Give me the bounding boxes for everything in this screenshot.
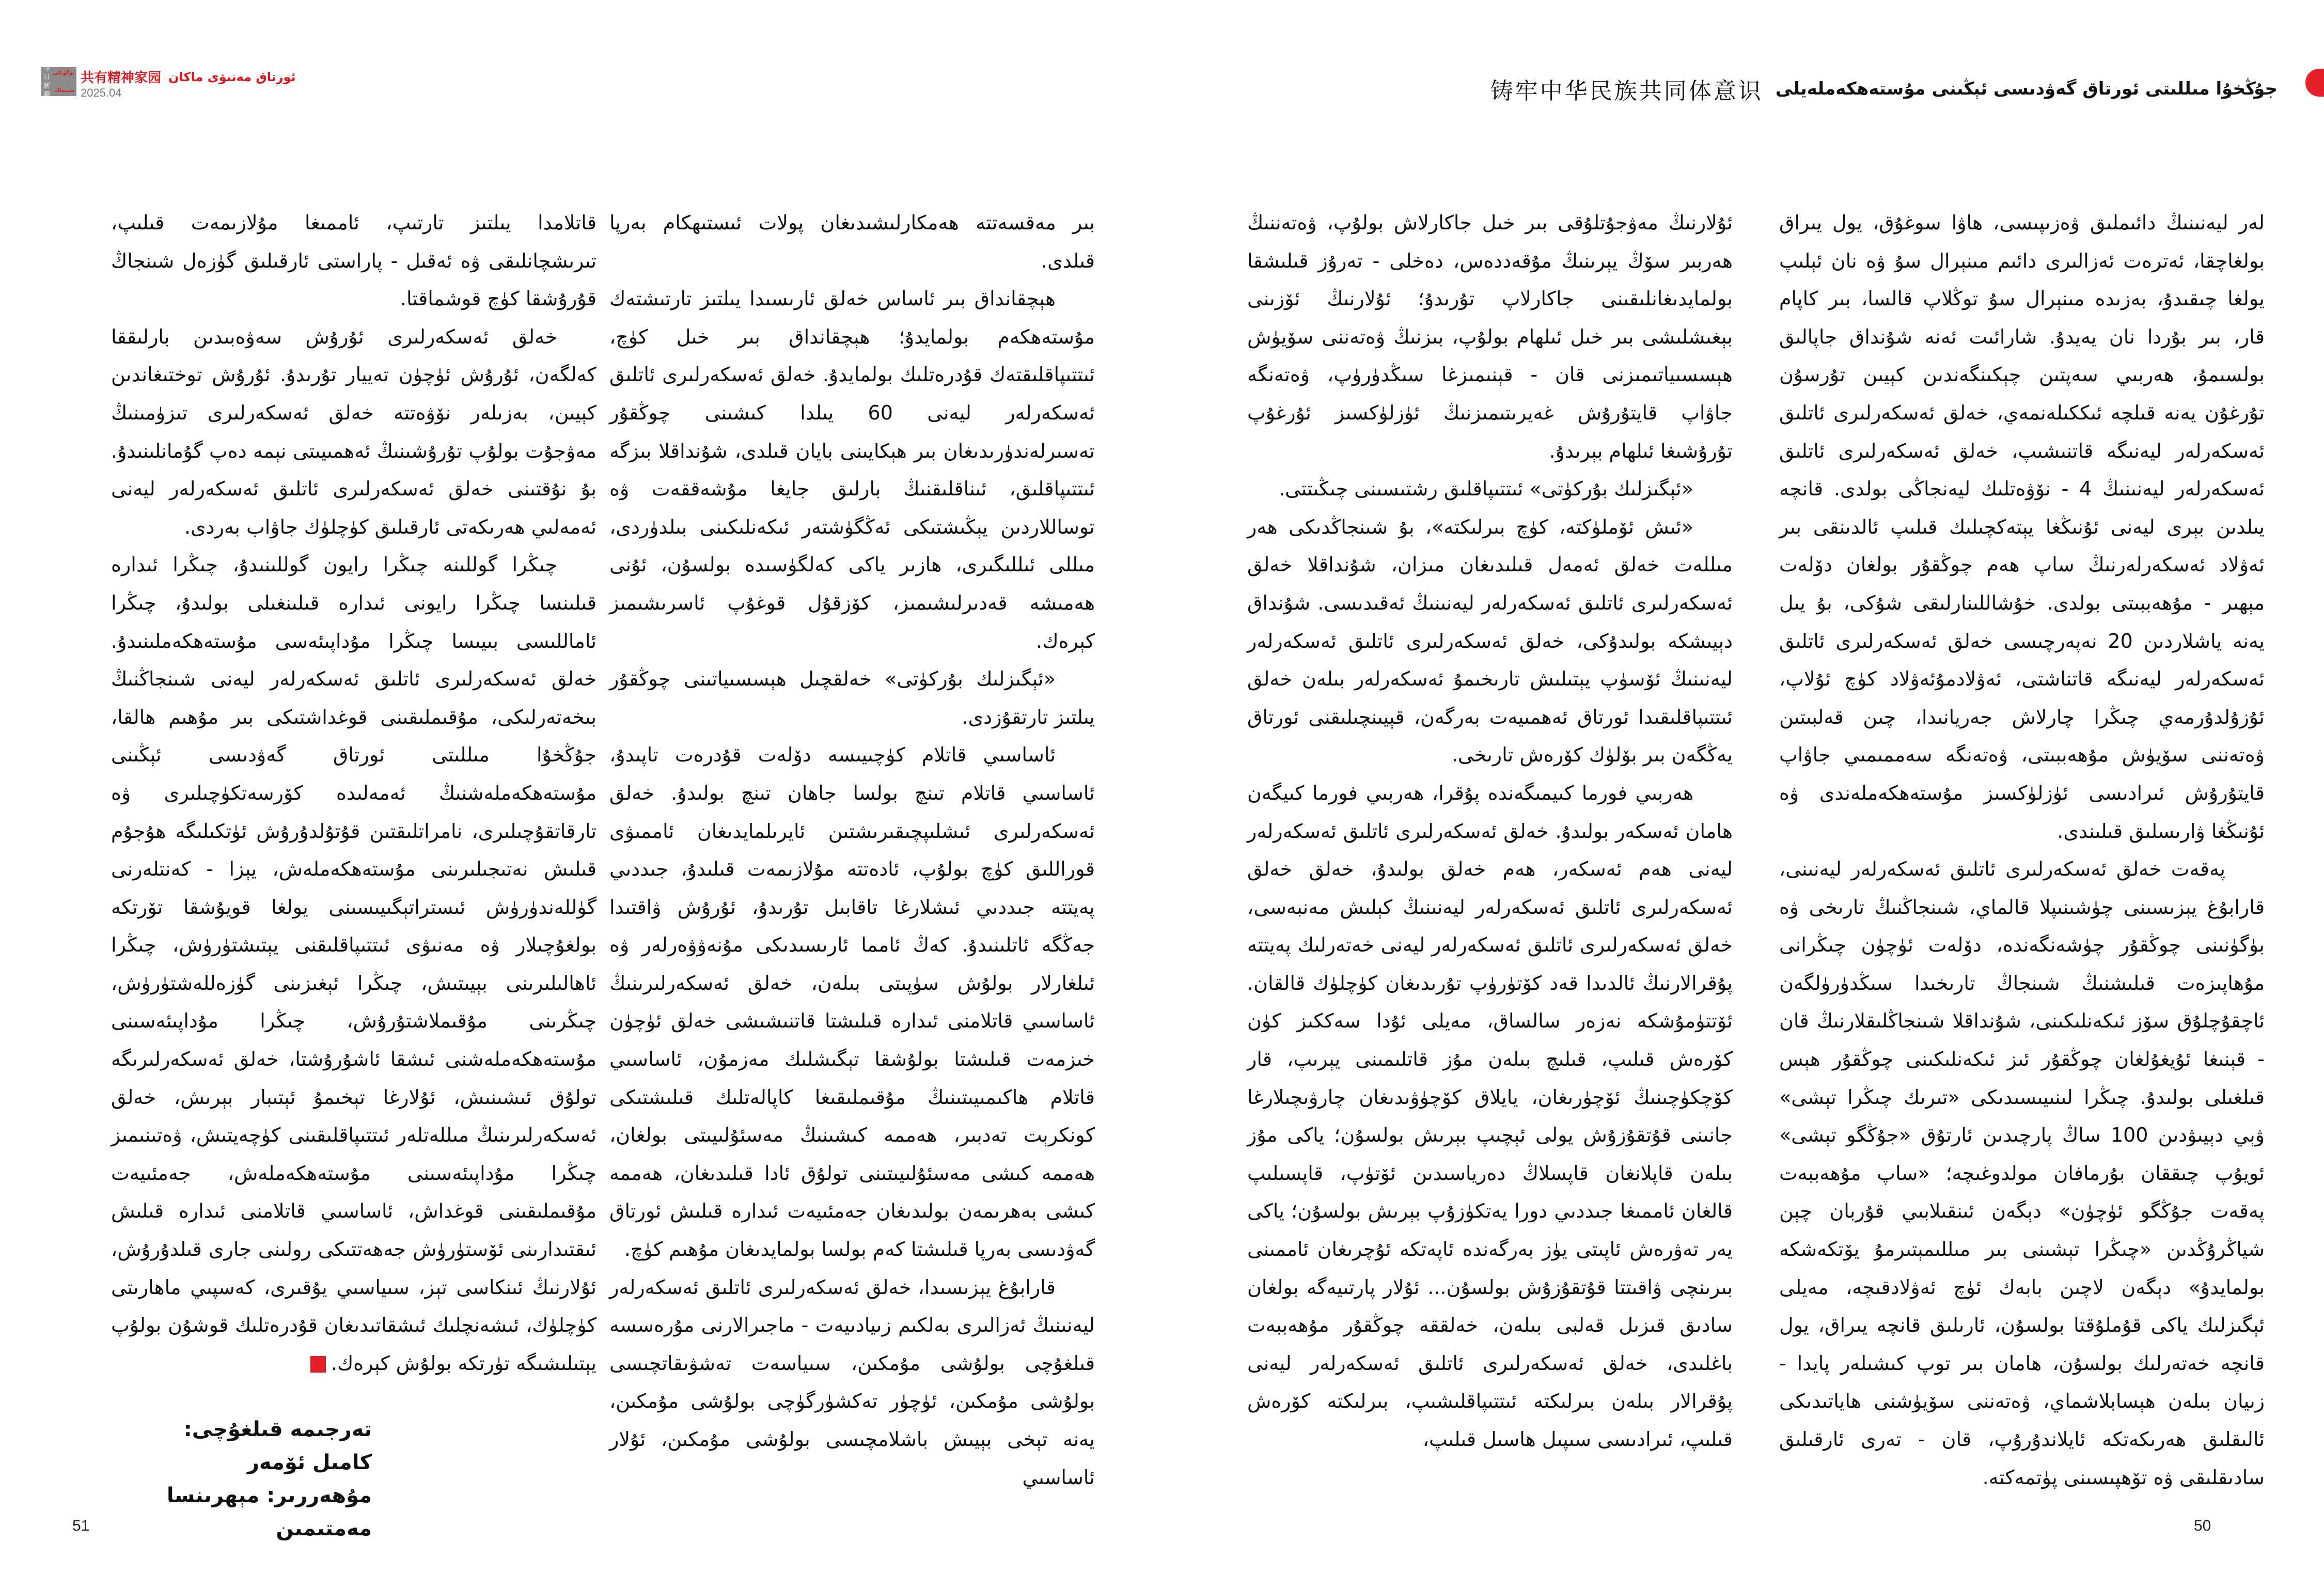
subheading: «ئېگىزلىك بۇركۈتى» خەلقچىل ھېسسىياتىنى چوڭقۇر يىلتىز تارتقۇزدى.	[609, 667, 1095, 728]
section-tab-marker	[2305, 69, 2324, 97]
translator-credit: تەرجىمە قىلغۇچى: كامىل ئۆمەر	[183, 1418, 372, 1474]
text-column-4	[1779, 204, 2265, 1497]
running-title-cn: 铸牢中华民族共同体意识	[1490, 78, 1763, 104]
editor-credit: مۇھەررىر: مېھرىنسا مەمتىمىن	[166, 1484, 372, 1540]
paragraph: «ئىش ئۆملۈكتە، كۈچ بىرلىكتە»، بۇ شىنجاڭدىكى ھەر مىللەت خەلق ئەمەل قىلىدىغان مىزان، شۇنداقلا خەلق ئەسكەرلىرى ئاتلىق ئەسكەرلەر ليەنىنىڭ ئەقىدىسى. شۇنداق دېيىشكە بولىدۇكى، خەلق ئەسكەرلىرى ئاتلىق ئەسكەرلەر ليەنىنىڭ ئۆسۈپ يېتىلىش تارىخىمۇ ئەسكەرلەر بىلەن خەلق ئىتتىپاقلىقىدا ئورتاق ئەھمىيەت بەرگەن، قېيىنچىلىقنى ئورتاق يەڭگەن بىر بۆلۈك كۆرەش تارىخى.	[1247, 515, 1733, 767]
magazine-logo	[41, 65, 76, 99]
subheading: «ئېگىزلىك بۇركۈتى» ئىتتىپاقلىق رشتىسىنى چىڭىتتى.	[1279, 477, 1693, 501]
paragraph-text: چىڭرا گوللىنە چىڭرا رايون گوللىنىدۇ، چىڭرا ئىدارە قىلىنسا چىڭرا رايونى ئىدارە قىلىنغىلى بولىدۇ، چىڭرا ئاماللىسى بىيىسا چىڭرا مۇداپىئەسى مۇستەھكەملىنىدۇ. خەلق ئەسكەرلىرى ئاتلىق ئەسكەرلەر ليەنى شىنجاڭنىڭ بىخەتەرلىكى، مۇقىملىقىنى قوغداشتىكى بىر مۇھىم ھالقا، جۇڭخۇا مىللىتى ئورتاق گەۋدىسى ئېڭىنى مۇستەھكەملەشنىڭ ئەمەلىدە كۆرسەتكۈچىلىرى ۋە تارقاتقۇچىلىرى، نامراتلىقتىن قۇتۇلدۇرۇش ئۈتكىلىگە ھۇجۇم قىلىش نەتىجىلىرىنى مۇستەھكەملەش، يېزا - كەنتلەرنى گۈللەندۈرۈش ئىستراتېگىيىسىنى يولغا قويۇشقا تۆرتكە بولغۇچىلار ۋە مەنىۋى ئىتتىپاقلىقنى يېتىشتۈرۈش، چىڭرا ئاھالىلىرىنى بېيىتىش، چىڭرا ئېغىزىنى گۈزەللەشتۈرۈش، چىڭرىنى مۇقىملاشتۇرۇش، چىڭرا مۇداپىئەسىنى مۇستەھكەملەشنى ئىشقا ئاشۇرۇشتا، خەلق ئەسكەرلىرىگە تولۇق ئىشىنىش، ئۇلارغا تېخىمۇ ئېتىبار بېرىش، خەلق ئەسكەرلىرىنىڭ مىللەتلەر ئىتتىپاقلىقىنى كۈچەيتىش، ۋەتىنىمىز چىڭرا مۇداپىئەسىنى مۇستەھكەملەش، جەمئىيەت مۇقىملىقىنى قوغداش، ئاساسىي قاتلامنى ئىدارە قىلىش ئىقتىدارىنى ئۆستۈرۈش جەھەتتىكى رولىنى جارى قىلدۇرۇش، ئۇلارنىڭ ئىنكاسى تېز، سىياسىي يۇقىرى، كەسپىي ماھارىتى كۈچلۈك، ئىشەنچلىك ئىشقاتىدىغان قۇدرەتلىك قوشۇن بولۇپ يېتىلىشىگە تۈرتكە بولۇش كېرەك.	[111, 553, 596, 1375]
section-header	[41, 67, 296, 100]
page-number-right: 50	[2194, 1517, 2211, 1534]
paragraph: ئاساسىي قاتلام كۈچىيىسە دۆلەت قۇدرەت تاپىدۇ، ئاساسىي قاتلام تىنچ بولسا جاھان تىنچ بولىدۇ. خەلق ئەسكەرلىرى ئىشلىپچىقىرىشتىن ئايرىلمايدىغان ئاممىۋى قوراللىق كۈچ بولۇپ، ئادەتتە مۇلازىمەت قىلىدۇ، جىددىي پەيتتە جىددىي ئىشلارغا تاقابىل تۇرىدۇ، ئۇرۇش ۋاقتىدا جەڭگە ئاتلىنىدۇ. كەڭ ئامما ئارىسىدىكى مۇنەۋۋەرلەر ۋە ئىلغارلار بولۇش سۈپىتى بىلەن، خەلق ئەسكەرلىرىنىڭ ئاساسىي قاتلامنى ئىدارە قىلىشتا قاتنىشىشى خەلق ئۈچۈن خىزمەت قىلىشتا بولۇشقا تېگىشلىك مەزمۇن، ئاساسىي قاتلام ھاكىمىيىتىنىڭ مۇقىملىقىغا كاپالەتلىك قىلىشتىكى كونكرېت تەدبىر، ھەممە كىشىنىڭ مەسئۇلىيىتى بولغان، ھەممە كىشى مەسئۇلىيىتىنى تولۇق ئادا قىلىدىغان، ھەممە كىشى بەھرىمەن بولىدىغان جەمئىيەت ئىدارە قىلىش ئورتاق گەۋدىسى بەرپا قىلىشتا كەم بولسا بولمايدىغان مۇھىم كۈچ.	[609, 743, 1095, 1261]
logo-cn-line2: 新疆	[43, 82, 51, 99]
paragraph: ھېچقانداق بىر ئاساس خەلق ئارىسىدا يىلتىز تارتىشتەك مۇستەھكەم بولمايدۇ؛ ھېچقانداق بىر خىل كۈچ، ئىتتىپاقلىقتەك قۇدرەتلىك بولمايدۇ. خەلق ئەسكەرلىرى ئاتلىق ئەسكەرلەر ليەنى 60 يىلدا كىشىنى چوڭقۇر تەسىرلەندۈرىدىغان بىر ھېكايىنى بايان قىلدى، شۇنداقلا بىزگە ئىتتىپاقلىق، ئىناقلىقنىڭ بارلىق جايغا مۇشەققەت ۋە توساللاردىن يېڭىشتىكى ئەڭگۈشتەر ئىكەنلىكىنى بىلدۈردى، مىللى ئىللىگىرى، ھازىر ياكى كەلگۈسىدە بولسۇن، ئۇنى ھەمىشە قەدىرلىشىمىز، كۆزقۇل قوغۇپ ئاسرىشىمىز كېرەك.	[609, 287, 1095, 652]
text-column-2	[609, 204, 1095, 1497]
logo-ug-line2: شىنجاڭ	[54, 87, 74, 94]
logo-cn-line1: 今日	[43, 65, 51, 81]
article-credits	[155, 1413, 372, 1545]
section-title-ug: ئورتاق مەنىۋى ماكان	[168, 69, 296, 84]
page-number-left: 51	[72, 1517, 90, 1534]
text-column-1	[111, 204, 596, 1382]
paragraph-final	[111, 546, 596, 1382]
paragraph: پەقەت خەلق ئەسكەرلىرى ئاتلىق ئەسكەرلەر ليەنىنى، قارابۇغ يېزىسىنى چۈشىنىپلا قالماي، شىنجاڭنىڭ تارىخى ۋە بۈگۈنىنى چوڭقۇر چۈشەنگەندە، دۆلەت ئۈچۈن چىڭرانى مۇھاپىزەت قىلىشنىڭ شىنجاڭ تارىخىدا سىڭدۈرۈلگەن ئاچقۇچلۇق سۆز ئىكەنلىكىنى، شۇنداقلا شىنجاڭلىقلارنىڭ قان - قېنىغا ئۇيغۇلغان چوڭقۇر ئىز ئىكەنلىكىنى چوڭقۇر ھېس قىلغىلى بولىدۇ. چىڭرا لىنىيىسىدىكى «تىرىك چىڭرا تېشى» ۋېي دېيىۋدىن 100 ساڭ پارچىدىن ئارتۇق «جۇڭگو تېشى» ئويۇپ چىققان بۇرمافان مولدوغىچە؛ «ساپ مۇھەببەت پەقەت جۇڭگو ئۈچۈن» دېگەن ئىنقىلابىي قۇربان چېن شياڭرۇڭدىن «چىڭرا تېشىنى بىر مىللىمېتىرمۇ يۆتكەشكە بولمايدۇ» دېگەن لاچىن بابەك ئۈچ ئەۋلادقىچە، مەيلى ئېگىزلىك ياكى قۇملۇقتا بولسۇن، ئارىلىق قانچە يىراق، يول قانچە خەتەرلىك بولسۇن، ھامان بىر توپ كىشىلەر پايدا - زىيان بىلەن ھېسابلاشماي، ۋەتەننى سۆيۈشنى ھاياتىدىكى ئالىقلىق ھەرىكەتكە ئايلاندۇرۇپ، قان - تەرى ئارقىلىق سادىقلىقى ۋە تۆھپىسىنى پۈتمەكتە.	[1779, 858, 2265, 1489]
paragraph: لەر ليەنىنىڭ دائىملىق ۋەزىپىسى، ھاۋا سوغۇق، يول يىراق بولغاچقا، ئەترەت ئەزالىرى دائىم مىنېرال سۇ ۋە نان ئېلىپ يولغا چىقىدۇ، بەزىدە مىنېرال سۇ توڭلاپ قالسا، بىر كاپام قار، بىر بۇردا نان يەيدۇ. شارائىت ئەنە شۇنداق جاپالىق بولسىمۇ، ھەربىي سەپتىن چېكىنگەندىن كېيىن تۇرسۇن تۇرغۇن يەنە قىلچە ئىككىلەنمەي، خەلق ئەسكەرلىرى ئاتلىق ئەسكەرلەر ليەنىگە قاتنىشىپ، خەلق ئەسكەرلىرى ئاتلىق ئەسكەرلەر ليەنىنىڭ 4 - نۆۋەتلىك ليەنجاڭى بولدى. قانچە يىلدىن بېرى ليەنى ئۇنىڭغا يېتەكچىلىك قىلىپ ئالدىنقى بىر ئەۋلاد ئەسكەرلەرنىڭ ساپ ھەم چوڭقۇر بولغان دۆلەت مېھىر - مۇھەببىتى بولدى. خۇشاللىنارلىقى شۇكى، بۇ يىل يەنە ياشلاردىن 20 نەپەرچىسى خەلق ئەسكەرلىرى ئاتلىق ئەسكەرلەر ليەنىگە قاتناشتى، ئەۋلادمۇئەۋلاد كۈچ ئۇلاپ، ئۇزۇلدۇرمەي چىڭرا چارلاش جەريانىدا، چىن قەلبىتىن ۋەتەننى سۆيۈش مۇھەببىتى، ۋەتەنگە سەممىمىي جاۋاپ قايتۇرۇش ئىرادىسى ئۈزلۈكسىز مۇستەھكەملەندى ۋە ئۇنىڭغا ۋارىسلىق قىلىندى.	[1779, 211, 2265, 843]
paragraph: بىر مەقسەتتە ھەمكارلىشىدىغان پولات ئىستىھكام بەرپا قىلدى.	[609, 211, 1095, 272]
running-header	[1490, 72, 2278, 105]
paragraph: قاتلامدا يىلتىز تارتىپ، ئاممىغا مۇلازىمەت قىلىپ، تىرىشچانلىقى ۋە ئەقىل - پاراستى ئارقىلىق گۈزەل شىنجاڭ قۇرۇشقا كۈچ قوشماقتا.	[111, 211, 596, 310]
section-title-cn: 共有精神家园	[81, 70, 162, 86]
running-title-ug: جۇڭخۇا مىللىتى ئورتاق گەۋدىسى ئېڭىنى مۇستەھكەملەيلى	[1775, 79, 2278, 99]
paragraph: قارابۇغ يېزىسىدا، خەلق ئەسكەرلىرى ئاتلىق ئەسكەرلەر ليەنىنىڭ ئەزالىرى بەلكىم زىيادىيەت - ماجىرالارنى مۇرەسسە قىلغۇچى بولۇشى مۇمكىن، سىياسەت تەشۋىقاتچىسى بولۇشى مۇمكىن، ئۈچۈر تەكشۈرگۈچى بولۇشى مۇمكىن، يەنە تېخى بېيىش باشلامچىسى بولۇشى مۇمكىن، ئۇلار ئاساسىي	[609, 1275, 1095, 1489]
paragraph: ھەربىي فورما كىيمىگەندە پۇقرا، ھەربىي فورما كىيگەن ھامان ئەسكەر بولىدۇ. خەلق ئەسكەرلىرى ئاتلىق ئەسكەرلەر ليەنى ھەم ئەسكەر، ھەم خەلق بولىدۇ، خەلق خەلق ئەسكەرلىرى ئاتلىق ئەسكەرلەر ليەنىنىڭ كېلىش مەنبەسى، خەلق ئەسكەرلىرى ئاتلىق ئەسكەرلەر ليەنى خەتەرلىك پەيتتە پۇقرالارنىڭ ئالدىدا قەد كۆتۈرۈپ تۇرىدىغان كۈچلۈك قالقان. ئۆتتۈمۇشكە نەزەر سالساق، مەيلى ئۇدا سەككىز كۈن كۆرەش قىلىپ، قىلىچ بىلەن مۇز قاتلىمىنى يېرىپ، قار كۆچكۈچىنىڭ ئۆچۈرىغان، يايلاق كۆچۈۋىدىغان چارۋىچىلارغا جانىنى قۇتقۇزۇش يولى ئېچىپ بېرىش بولسۇن؛ ياكى مۇز بىلەن قاپلانغان قاپسلاڭ دەرياسىدىن ئۆتۈپ، قاپسىلىپ قالغان ئاممىغا جىددىي دورا يەتكۈزۇپ بېرىش بولسۇن؛ ياكى يەر تەۋرەش ئاپىتى يۈز بەرگەندە ئاپەتكە ئۇچرىغان ئاممىنى بىرىنچى ۋاقىتتا قۇتقۇزۇش بولسۇن... ئۇلار پارتىيەگە بولغان سادىق قىزىل قەلبى بىلەن، خەلققە چوڭقۇر مۇھەببەت باغلىدى، خەلق ئەسكەرلىرى ئاتلىق ئەسكەرلەر ليەنى پۇقرالار بىلەن بىرلىكتە ئىتتىپاقلىشىپ، بىرلىكتە كۆرەش قىلىپ، ئىرادىسى سىپىل ھاسىل قىلىپ،	[1247, 781, 1733, 1451]
issue-date: 2025.04	[81, 86, 122, 99]
paragraph: ئۇلارنىڭ مەۋجۇتلۇقى بىر خىل جاكارلاش بولۇپ، ۋەتەننىڭ ھەربىر سۆڭ يېرىنىڭ مۇقەددەس، دەخلى - تەرۇز قىلىشقا بولمايدىغانلىقىنى جاكارلاپ تۇرىدۇ؛ ئۇلارنىڭ ئۆزىنى بېغىشلىشى بىر خىل ئىلھام بولۇپ، بىزنىڭ ۋەتەننى سۆيۈش ھېسسىياتىمىزنى قان - قېنىمىزغا سىڭدۈرۈپ، ۋەتەنگە جاۋاپ قايتۇرۇش غەيرىتىمىزنىڭ ئۈزلۈكسىز ئۇرغۇپ تۇرۇشىغا ئىلھام بېرىدۇ.	[1247, 211, 1733, 462]
text-column-3	[1247, 204, 1733, 1459]
paragraph: خەلق ئەسكەرلىرى ئۇرۇش سەۋەبىدىن بارلىققا كەلگەن، ئۇرۇش ئۈچۈن تەييار تۇرىدۇ. ئۇرۇش توختىغاندىن كېيىن، بەزىلەر نۆۋەتتە خەلق ئەسكەرلىرى تىزۈمىنىڭ مەۋجۇت بولۇپ تۇرۇشىنىڭ ئەھمىيىتى نېمە دەپ گۇمانلىنىدۇ. بۇ نۇقتىنى خەلق ئەسكەرلىرى ئاتلىق ئەسكەرلەر ليەنى ئەمەلىي ھەرىكەتى ئارقىلىق كۈچلۈك جاۋاب بەردى.	[111, 325, 596, 538]
logo-ug-line1: بۈگۈنكى	[53, 70, 74, 76]
article-end-mark-icon: J	[310, 1356, 326, 1373]
